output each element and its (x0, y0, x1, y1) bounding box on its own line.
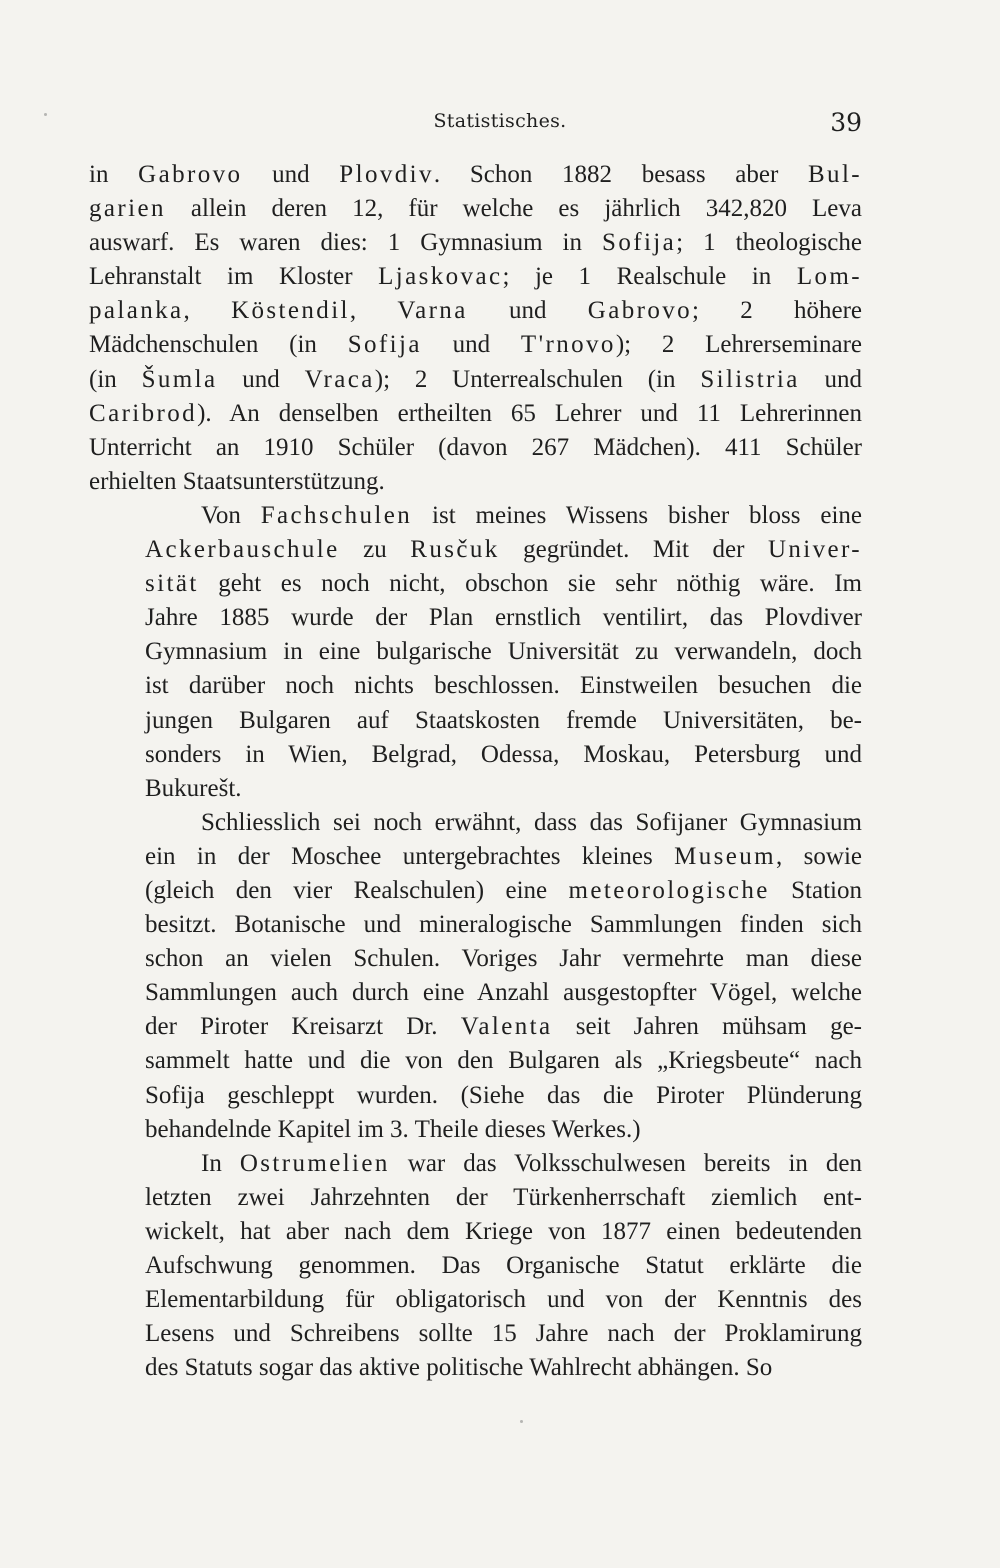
text-run: der Piroter Kreisarzt Dr. (145, 1013, 461, 1041)
text-line (89, 397, 862, 431)
text-line (89, 704, 862, 738)
text-run: ; 2 höhere (692, 297, 863, 325)
spaced-text-run: Fachschulen (260, 501, 413, 529)
spaced-text-run: Bul- (807, 161, 863, 188)
text-run: des Statuts sogar das aktive politische Wahlrecht abhängen. So (145, 1354, 773, 1382)
page-number: 39 (830, 108, 862, 137)
text-line (89, 908, 862, 942)
spaced-text-run: Köstendil (231, 297, 350, 325)
text-run: Lehranstalt im Kloster (89, 263, 379, 291)
text-run: Unterricht an 1910 Schüler (davon 267 Mädchen). 411 Schüler (89, 433, 862, 461)
text-run: Elementarbildung für obligatorisch und von der Kenntnis des (145, 1286, 862, 1314)
text-line (89, 328, 862, 362)
spaced-text-run: palanka (89, 297, 184, 325)
text-line (89, 158, 862, 192)
spaced-text-run: Silistria (700, 365, 800, 393)
text-line (89, 192, 862, 226)
text-run: ); 2 Lehrerseminare (615, 331, 862, 359)
text-run: Mädchenschulen (in (89, 331, 348, 359)
text-run: und (242, 161, 340, 188)
text-run: In (201, 1149, 240, 1177)
text-line (89, 533, 862, 567)
spaced-text-run: Gabrovo (587, 297, 693, 325)
text-run: wickelt, hat aber nach dem Kriege von 1877 einen bedeutenden (145, 1217, 862, 1245)
spaced-text-run: Plovdiv (339, 161, 434, 188)
text-line (89, 1249, 862, 1283)
spaced-text-run: Valenta (460, 1013, 553, 1041)
text-run: Jahre 1885 wurde der Plan ernstlich ventilirt, das Plovdiver (145, 604, 862, 632)
text-run: und (217, 365, 305, 393)
text-run: erhielten Staatsunterstützung. (89, 467, 385, 495)
text-run: . Schon 1882 besass aber (433, 161, 808, 188)
text-run: jungen Bulgaren auf Staatskosten fremde Universitäten, be- (145, 706, 862, 734)
text-run: ); 2 Unterrealschulen (in (374, 365, 701, 393)
text-run: gegründet. Mit der (499, 536, 768, 564)
text-line (89, 1079, 862, 1113)
spaced-text-run: Ackerbauschule (145, 536, 340, 564)
text-run: Lesens und Schreibens sollte 15 Jahre nach der Proklamirung (145, 1320, 862, 1348)
body-text (89, 158, 862, 1385)
scan-speck (520, 1420, 523, 1423)
paragraph (89, 158, 862, 499)
text-line (89, 1010, 862, 1044)
text-run: ist meines Wissens bisher bloss eine (412, 501, 862, 529)
text-run: zu (339, 536, 411, 564)
text-run: ; 1 theologische (676, 229, 862, 257)
text-run: behandelnde Kapitel im 3. Theile dieses Werkes.) (145, 1115, 641, 1143)
spaced-text-run: Univer- (767, 536, 862, 564)
spaced-text-run: Sofija (602, 229, 677, 257)
text-run: und (421, 331, 521, 359)
text-line (89, 1113, 862, 1147)
text-line (89, 976, 862, 1010)
text-line (89, 431, 862, 465)
text-run: ; je 1 Realschule in (502, 263, 797, 291)
text-run: Sofija geschleppt wurden. (Siehe das die Piroter Plünderung (145, 1081, 862, 1109)
text-line (89, 806, 862, 840)
running-title: Statistisches. (433, 110, 567, 132)
text-run: auswarf. Es waren dies: 1 Gymnasium in (89, 229, 603, 257)
spaced-text-run: Sofija (347, 331, 422, 359)
spaced-text-run: Gabrovo (138, 161, 243, 188)
text-run: und (467, 297, 588, 325)
spaced-text-run: meteorologische (568, 876, 770, 904)
spaced-text-run: Ljaskovac (378, 263, 503, 291)
spaced-text-run: Šumla (141, 365, 218, 393)
spaced-text-run: T'rnovo (520, 331, 616, 359)
text-run: letzten zwei Jahrzehnten der Türkenherrschaft ziemlich ent- (145, 1183, 862, 1211)
text-run: , (349, 297, 398, 325)
text-line (89, 738, 862, 772)
text-run: besitzt. Botanische und mineralogische Sammlungen finden sich (145, 911, 862, 939)
text-run: ist darüber noch nichts beschlossen. Einstweilen besuchen die (145, 672, 862, 700)
text-line (89, 1181, 862, 1215)
text-line (89, 226, 862, 260)
text-line (89, 601, 862, 635)
text-run: (gleich den vier Realschulen) eine (145, 876, 569, 904)
text-line (89, 635, 862, 669)
paragraph (89, 499, 862, 806)
text-run: (in (89, 365, 142, 393)
spaced-text-run: Museum (674, 842, 777, 870)
text-line (89, 1317, 862, 1351)
text-run: , (183, 297, 232, 325)
text-line (89, 363, 862, 397)
text-run: sonders in Wien, Belgrad, Odessa, Moskau, Petersburg und (145, 740, 862, 768)
text-run: in (89, 161, 139, 188)
spaced-text-run: garien (89, 195, 166, 223)
text-line (89, 260, 862, 294)
text-run: seit Jahren mühsam ge- (552, 1013, 862, 1041)
spaced-text-run: Vraca (304, 365, 375, 393)
text-run: , sowie (776, 842, 862, 870)
text-run: war das Volksschulwesen bereits in den (389, 1149, 862, 1177)
text-line (89, 1283, 862, 1317)
text-line (89, 840, 862, 874)
text-line (89, 669, 862, 703)
paragraph (89, 1147, 862, 1386)
spaced-text-run: Caribrod (89, 399, 198, 427)
text-line (89, 567, 862, 601)
text-line (89, 294, 862, 328)
text-run: Bukurešt. (145, 774, 242, 802)
text-run: ). An denselben ertheilten 65 Lehrer und 11 Lehrerinnen (197, 399, 862, 427)
spaced-text-run: Ostrumelien (239, 1149, 390, 1177)
spaced-text-run: Lom- (796, 263, 862, 291)
text-run: ein in der Moschee untergebrachtes kleines (145, 842, 675, 870)
scan-speck (44, 113, 47, 116)
text-line (89, 1147, 862, 1181)
spaced-text-run: Rusčuk (410, 536, 500, 564)
text-run: Gymnasium in eine bulgarische Universität zu verwandeln, doch (145, 638, 862, 666)
text-run: Von (201, 501, 261, 529)
text-line (89, 772, 862, 806)
text-run: Aufschwung genommen. Das Organische Statut erklärte die (145, 1252, 862, 1279)
spaced-text-run: Varna (397, 297, 468, 325)
text-run: sammelt hatte und die von den Bulgaren als „Kriegsbeute“ nach (145, 1047, 862, 1075)
text-run: und (799, 365, 863, 393)
text-run: geht es noch nicht, obschon sie sehr nöthig wäre. Im (198, 570, 862, 598)
text-run: Schliesslich sei noch erwähnt, dass das Sofijaner Gymnasium (201, 808, 862, 836)
text-run: schon an vielen Schulen. Voriges Jahr vermehrte man diese (145, 945, 862, 973)
text-line (89, 942, 862, 976)
text-run: allein deren 12, für welche es jährlich 342,820 Leva (165, 195, 862, 223)
text-run: Sammlungen auch durch eine Anzahl ausgestopfter Vögel, welche (145, 979, 862, 1007)
text-line (89, 1215, 862, 1249)
text-run: Station (769, 876, 862, 904)
spaced-text-run: sität (145, 570, 199, 598)
text-line (89, 465, 862, 499)
text-line (89, 874, 862, 908)
text-line (89, 1351, 862, 1385)
text-line (89, 1044, 862, 1078)
paragraph (89, 806, 862, 1147)
text-line (89, 499, 862, 533)
